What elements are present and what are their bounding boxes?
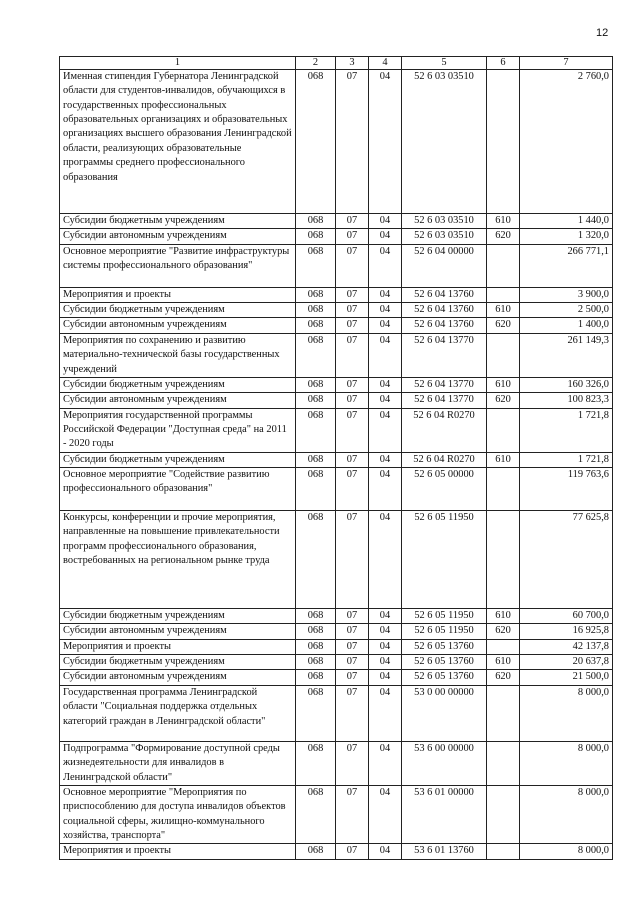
section-cell: 07 — [336, 377, 369, 392]
code-cell: 068 — [296, 609, 336, 624]
table-row — [60, 244, 613, 287]
target-item-cell: 52 6 04 13760 — [402, 318, 487, 333]
subsection-cell: 04 — [369, 333, 402, 377]
section-cell: 07 — [336, 393, 369, 408]
row-name-cell: Мероприятия и проекты — [60, 639, 296, 654]
code-cell: 068 — [296, 785, 336, 843]
code-cell: 068 — [296, 393, 336, 408]
amount-cell: 8 000,0 — [520, 785, 613, 843]
budget-table — [59, 56, 613, 860]
row-name-cell: Именная стипендия Губернатора Ленинградской области для студентов-инвалидов, обучающихся в государственных профессиональных образовательных организациях и образовательных организациях высшего образования Ленинградской области, реализующих образовательные программы среднего профессионального образования — [60, 70, 296, 214]
col-header: 5 — [402, 57, 487, 70]
row-name-cell: Мероприятия государственной программы Российской Федерации "Доступная среда" на 2011 - 2020 годы — [60, 408, 296, 452]
code-cell: 068 — [296, 377, 336, 392]
amount-cell: 119 763,6 — [520, 468, 613, 511]
code-cell: 068 — [296, 303, 336, 318]
amount-cell: 266 771,1 — [520, 244, 613, 287]
table-row — [60, 741, 613, 785]
code-cell: 068 — [296, 70, 336, 214]
header-row — [60, 57, 613, 70]
table-row — [60, 785, 613, 843]
expense-type-cell: 620 — [487, 229, 520, 244]
expense-type-cell — [487, 511, 520, 609]
code-cell: 068 — [296, 408, 336, 452]
expense-type-cell: 610 — [487, 377, 520, 392]
expense-type-cell — [487, 70, 520, 214]
code-cell: 068 — [296, 318, 336, 333]
subsection-cell: 04 — [369, 393, 402, 408]
expense-type-cell — [487, 844, 520, 859]
row-name-cell: Основное мероприятие "Содействие развитию профессионального образования" — [60, 468, 296, 511]
subsection-cell: 04 — [369, 229, 402, 244]
code-cell: 068 — [296, 229, 336, 244]
table-row — [60, 609, 613, 624]
target-item-cell: 53 0 00 00000 — [402, 685, 487, 741]
expense-type-cell: 610 — [487, 452, 520, 467]
amount-cell: 1 400,0 — [520, 318, 613, 333]
target-item-cell: 52 6 04 13770 — [402, 333, 487, 377]
expense-type-cell — [487, 287, 520, 302]
target-item-cell: 52 6 05 00000 — [402, 468, 487, 511]
expense-type-cell: 610 — [487, 609, 520, 624]
expense-type-cell — [487, 685, 520, 741]
amount-cell: 16 925,8 — [520, 624, 613, 639]
table-row — [60, 303, 613, 318]
subsection-cell: 04 — [369, 511, 402, 609]
table-row — [60, 377, 613, 392]
amount-cell: 8 000,0 — [520, 741, 613, 785]
expense-type-cell: 610 — [487, 655, 520, 670]
expense-type-cell: 610 — [487, 214, 520, 229]
expense-type-cell — [487, 785, 520, 843]
target-item-cell: 52 6 05 13760 — [402, 670, 487, 685]
section-cell: 07 — [336, 244, 369, 287]
row-name-cell: Конкурсы, конференции и прочие мероприятия, направленные на повышение привлекательности программ профессионального образования, востребованных на региональном рынке труда — [60, 511, 296, 609]
table-row — [60, 670, 613, 685]
subsection-cell: 04 — [369, 70, 402, 214]
target-item-cell: 53 6 01 13760 — [402, 844, 487, 859]
amount-cell: 1 721,8 — [520, 408, 613, 452]
section-cell: 07 — [336, 685, 369, 741]
col-header: 3 — [336, 57, 369, 70]
target-item-cell: 52 6 05 13760 — [402, 639, 487, 654]
subsection-cell: 04 — [369, 785, 402, 843]
target-item-cell: 53 6 00 00000 — [402, 741, 487, 785]
expense-type-cell: 620 — [487, 624, 520, 639]
expense-type-cell: 620 — [487, 670, 520, 685]
target-item-cell: 52 6 03 03510 — [402, 214, 487, 229]
row-name-cell: Субсидии бюджетным учреждениям — [60, 452, 296, 467]
page-number: 12 — [596, 27, 609, 39]
row-name-cell: Субсидии автономным учреждениям — [60, 670, 296, 685]
amount-cell: 20 637,8 — [520, 655, 613, 670]
section-cell: 07 — [336, 624, 369, 639]
amount-cell: 1 721,8 — [520, 452, 613, 467]
subsection-cell: 04 — [369, 214, 402, 229]
col-header: 1 — [60, 57, 296, 70]
section-cell: 07 — [336, 655, 369, 670]
subsection-cell: 04 — [369, 287, 402, 302]
amount-cell: 8 000,0 — [520, 844, 613, 859]
section-cell: 07 — [336, 609, 369, 624]
target-item-cell: 52 6 05 11950 — [402, 624, 487, 639]
section-cell: 07 — [336, 844, 369, 859]
amount-cell: 3 900,0 — [520, 287, 613, 302]
table-row — [60, 214, 613, 229]
table-row — [60, 318, 613, 333]
subsection-cell: 04 — [369, 468, 402, 511]
row-name-cell: Субсидии автономным учреждениям — [60, 229, 296, 244]
amount-cell: 261 149,3 — [520, 333, 613, 377]
code-cell: 068 — [296, 468, 336, 511]
code-cell: 068 — [296, 639, 336, 654]
row-name-cell: Субсидии бюджетным учреждениям — [60, 377, 296, 392]
amount-cell: 2 760,0 — [520, 70, 613, 214]
col-header: 2 — [296, 57, 336, 70]
row-name-cell: Субсидии автономным учреждениям — [60, 318, 296, 333]
section-cell: 07 — [336, 511, 369, 609]
code-cell: 068 — [296, 511, 336, 609]
table-row — [60, 70, 613, 214]
section-cell: 07 — [336, 229, 369, 244]
code-cell: 068 — [296, 452, 336, 467]
expense-type-cell — [487, 468, 520, 511]
amount-cell: 21 500,0 — [520, 670, 613, 685]
target-item-cell: 52 6 04 13770 — [402, 393, 487, 408]
table-row — [60, 452, 613, 467]
amount-cell: 1 440,0 — [520, 214, 613, 229]
row-name-cell: Мероприятия по сохранению и развитию материально-технической базы государственных учреждений — [60, 333, 296, 377]
code-cell: 068 — [296, 214, 336, 229]
target-item-cell: 52 6 04 13760 — [402, 287, 487, 302]
row-name-cell: Мероприятия и проекты — [60, 844, 296, 859]
target-item-cell: 52 6 04 00000 — [402, 244, 487, 287]
amount-cell: 8 000,0 — [520, 685, 613, 741]
expense-type-cell — [487, 408, 520, 452]
row-name-cell: Подпрограмма "Формирование доступной среды жизнедеятельности для инвалидов в Ленинградской области" — [60, 741, 296, 785]
row-name-cell: Государственная программа Ленинградской области "Социальная поддержка отдельных категорий граждан в Ленинградской области" — [60, 685, 296, 741]
row-name-cell: Субсидии бюджетным учреждениям — [60, 303, 296, 318]
code-cell: 068 — [296, 624, 336, 639]
code-cell: 068 — [296, 655, 336, 670]
amount-cell: 42 137,8 — [520, 639, 613, 654]
row-name-cell: Мероприятия и проекты — [60, 287, 296, 302]
section-cell: 07 — [336, 333, 369, 377]
subsection-cell: 04 — [369, 318, 402, 333]
target-item-cell: 52 6 04 R0270 — [402, 408, 487, 452]
expense-type-cell — [487, 333, 520, 377]
col-header: 6 — [487, 57, 520, 70]
table-row — [60, 333, 613, 377]
subsection-cell: 04 — [369, 377, 402, 392]
expense-type-cell: 620 — [487, 318, 520, 333]
code-cell: 068 — [296, 741, 336, 785]
code-cell: 068 — [296, 685, 336, 741]
target-item-cell: 52 6 04 13760 — [402, 303, 487, 318]
subsection-cell: 04 — [369, 741, 402, 785]
code-cell: 068 — [296, 244, 336, 287]
section-cell: 07 — [336, 452, 369, 467]
expense-type-cell — [487, 244, 520, 287]
subsection-cell: 04 — [369, 670, 402, 685]
section-cell: 07 — [336, 408, 369, 452]
amount-cell: 77 625,8 — [520, 511, 613, 609]
code-cell: 068 — [296, 670, 336, 685]
amount-cell: 160 326,0 — [520, 377, 613, 392]
target-item-cell: 52 6 04 R0270 — [402, 452, 487, 467]
row-name-cell: Основное мероприятие "Мероприятия по приспособлению для доступа инвалидов объектов социальной сферы, жилищно-коммунального хозяйства, транспорта" — [60, 785, 296, 843]
target-item-cell: 52 6 04 13770 — [402, 377, 487, 392]
expense-type-cell: 610 — [487, 303, 520, 318]
row-name-cell: Субсидии бюджетным учреждениям — [60, 655, 296, 670]
section-cell: 07 — [336, 303, 369, 318]
target-item-cell: 52 6 05 13760 — [402, 655, 487, 670]
table-row — [60, 685, 613, 741]
target-item-cell: 52 6 03 03510 — [402, 70, 487, 214]
table-row — [60, 844, 613, 859]
target-item-cell: 52 6 05 11950 — [402, 511, 487, 609]
section-cell: 07 — [336, 70, 369, 214]
table-row — [60, 624, 613, 639]
table-row — [60, 511, 613, 609]
row-name-cell: Субсидии бюджетным учреждениям — [60, 214, 296, 229]
section-cell: 07 — [336, 318, 369, 333]
target-item-cell: 52 6 03 03510 — [402, 229, 487, 244]
section-cell: 07 — [336, 785, 369, 843]
code-cell: 068 — [296, 844, 336, 859]
expense-type-cell: 620 — [487, 393, 520, 408]
table-row — [60, 639, 613, 654]
subsection-cell: 04 — [369, 624, 402, 639]
section-cell: 07 — [336, 287, 369, 302]
section-cell: 07 — [336, 468, 369, 511]
row-name-cell: Субсидии бюджетным учреждениям — [60, 609, 296, 624]
subsection-cell: 04 — [369, 639, 402, 654]
amount-cell: 60 700,0 — [520, 609, 613, 624]
amount-cell: 100 823,3 — [520, 393, 613, 408]
subsection-cell: 04 — [369, 685, 402, 741]
row-name-cell: Субсидии автономным учреждениям — [60, 624, 296, 639]
subsection-cell: 04 — [369, 844, 402, 859]
section-cell: 07 — [336, 670, 369, 685]
section-cell: 07 — [336, 214, 369, 229]
table-row — [60, 655, 613, 670]
table-row — [60, 468, 613, 511]
expense-type-cell — [487, 639, 520, 654]
target-item-cell: 53 6 01 00000 — [402, 785, 487, 843]
row-name-cell: Субсидии автономным учреждениям — [60, 393, 296, 408]
table-row — [60, 393, 613, 408]
subsection-cell: 04 — [369, 452, 402, 467]
amount-cell: 2 500,0 — [520, 303, 613, 318]
col-header: 4 — [369, 57, 402, 70]
subsection-cell: 04 — [369, 408, 402, 452]
table-row — [60, 229, 613, 244]
table-row — [60, 287, 613, 302]
subsection-cell: 04 — [369, 244, 402, 287]
code-cell: 068 — [296, 287, 336, 302]
expense-type-cell — [487, 741, 520, 785]
code-cell: 068 — [296, 333, 336, 377]
subsection-cell: 04 — [369, 609, 402, 624]
subsection-cell: 04 — [369, 655, 402, 670]
col-header: 7 — [520, 57, 613, 70]
subsection-cell: 04 — [369, 303, 402, 318]
target-item-cell: 52 6 05 11950 — [402, 609, 487, 624]
section-cell: 07 — [336, 639, 369, 654]
section-cell: 07 — [336, 741, 369, 785]
row-name-cell: Основное мероприятие "Развитие инфраструктуры системы профессионального образования" — [60, 244, 296, 287]
amount-cell: 1 320,0 — [520, 229, 613, 244]
table-row — [60, 408, 613, 452]
